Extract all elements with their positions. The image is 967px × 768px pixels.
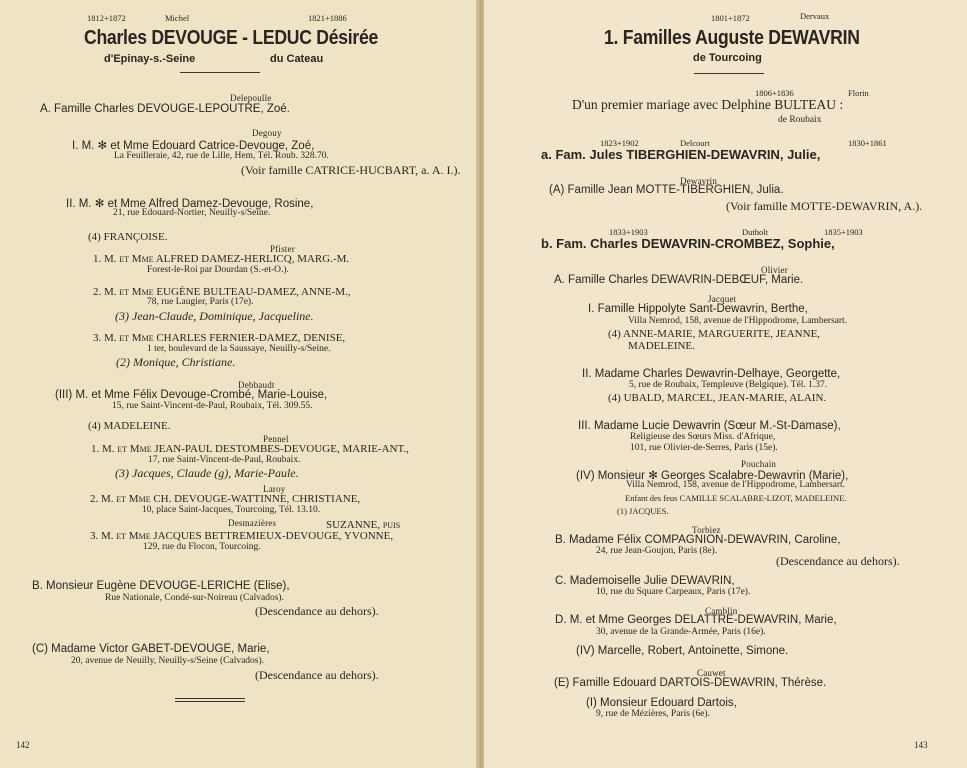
children-list: (3) Jacques, Claude (g), Marie-Paule. [115,466,299,480]
children-list: (4) ANNE-MARIE, MARGUERITE, JEANNE, [608,328,821,340]
children-count: (4) FRANÇOISE. [88,231,168,243]
see-also: (Voir famille MOTTE-DEWAVRIN, A.). [726,199,923,213]
dates: 1830+1861 [848,138,887,148]
address: 17, rue Saint-Vincent-de-Paul, Roubaix. [148,455,301,465]
address: 129, rue du Flocon, Tourcoing. [143,542,261,552]
address: 24, rue Jean-Goujon, Paris (8e). [596,546,718,556]
entry-II: II. M. ✻ et Mme Alfred Damez-Devouge, Rosine, [66,198,314,210]
header-dates-right: 1821+1886 [308,13,347,23]
entry-III-2: 2. M. et Mme CH. DEVOUGE-WATTINNE, CHRISTIANE, [90,493,361,505]
note: Camblin [705,606,738,616]
dates: 1833+1903 [609,227,648,237]
entry-a: a. Fam. Jules TIBERGHIEN-DEWAVRIN, Julie, [541,147,821,162]
note: Degouy [252,128,282,138]
entry-III-1: 1. M. et Mme JEAN-PAUL DESTOMBES-DEVOUGE, MARIE-ANT., [91,443,409,455]
address: 5, rue de Roubaix, Templeuve (Belgique). Tél. 1.37. [629,380,828,390]
page-title: Charles DEVOUGE - LEDUC Désirée [84,27,379,49]
header-rule [180,72,260,73]
note: Olivier [761,265,788,275]
note: Torbiez [692,525,721,535]
note: Pouchain [741,459,777,469]
page-number: 143 [914,740,928,750]
entry-II-2: 2. M. et Mme EUGÈNE BULTEAU-DAMEZ, ANNE-M., [93,286,351,298]
header-rule [694,73,764,74]
note-right: SUZANNE, puis [326,519,401,531]
entry-a-A: (A) Famille Jean MOTTE-TIBERGHIEN, Julia. [549,184,784,196]
header-origin-right: du Cateau [270,53,324,65]
address: La Feuilleraie, 42, rue de Lille, Hem, Tél. Roub. 328.70. [114,151,329,161]
header-origin: de Tourcoing [693,52,762,64]
note: Pfister [270,244,295,254]
children-list-2: MADELEINE. [628,340,695,352]
address: 10, rue du Square Carpeaux, Paris (17e). [596,587,751,597]
entry-b-A-III: III. Madame Lucie Dewavrin (Sœur M.-St-Damase), [578,420,841,432]
note: Pennel [263,434,289,444]
entry-II-1: 1. M. et Mme ALFRED DAMEZ-HERLICQ, MARG.-M. [93,253,350,265]
descendance-note: (Descendance au dehors). [255,668,379,682]
entry-b-E: (E) Famille Edouard DARTOIS-DEWAVRIN, Thérèse. [554,677,827,689]
entry-III: (III) M. et Mme Félix Devouge-Crombé, Marie-Louise, [55,389,328,401]
address: Rue Nationale, Condé-sur-Noireau (Calvados). [105,593,284,603]
name-small: Dutholt [742,227,768,237]
first-marriage-line: D'un premier mariage avec Delphine BULTEAU : [572,97,844,112]
address: 10, place Saint-Jacques, Tourcoing, Tél. 13.10. [142,505,321,515]
footer-rule [175,701,245,702]
address: Villa Nemrod, 158, avenue de l'Hippodrome, Lambersart. [626,480,846,490]
address-2: 101, rue Olivier-de-Serres, Paris (15e). [630,443,778,453]
entry-II-3: 3. M. et Mme CHARLES FERNIER-DAMEZ, DENISE, [93,332,346,344]
header-name-small: Dervaux [800,11,830,21]
descendance-note: (Descendance au dehors). [255,604,379,618]
note: Laroy [263,484,286,494]
address: 30, avenue de la Grande-Armée, Paris (16e). [596,627,766,637]
entry-I: I. M. ✻ et Mme Edouard Catrice-Devouge, Zoé, [72,140,315,152]
address: 20, avenue de Neuilly, Neuilly-s/Seine (Calvados). [71,656,265,666]
children-list: (4) UBALD, MARCEL, JEAN-MARIE, ALAIN. [608,392,827,404]
note: Desmazières [228,518,277,528]
right-page [484,0,967,768]
address: Forest-le-Roi par Dourdan (S.-et-O.). [147,265,289,275]
entry-b-E-I: (I) Monsieur Edouard Dartois, [586,697,737,709]
first-marriage-dates: 1806+1836 [755,88,794,98]
address: 15, rue Saint-Vincent-de-Paul, Roubaix, Tél. 309.55. [112,401,313,411]
entry-B: B. Monsieur Eugène DEVOUGE-LERICHE (Elise), [32,580,290,592]
address: 78, rue Laugier, Paris (17e). [147,297,254,307]
entry-b: b. Fam. Charles DEWAVRIN-CROMBEZ, Sophie, [541,236,835,251]
address: 9, rue de Mézières, Paris (6e). [596,709,710,719]
entry-b-A: A. Famille Charles DEWAVRIN-DEBŒUF, Marie. [554,274,804,286]
footer-rule [175,698,245,699]
page-number: 142 [16,740,30,750]
address-2: Enfant des feus CAMILLE SCALABRE-LIZOT, MADELEINE. [625,493,847,503]
dates: 1823+1902 [600,138,639,148]
dates: 1835+1903 [824,227,863,237]
entry-b-B: B. Madame Félix COMPAGNION-DEWAVRIN, Caroline, [555,534,841,546]
children-list: (2) Monique, Christiane. [116,355,236,369]
children-count: (4) MADELEINE. [88,420,171,432]
see-also: (Voir famille CATRICE-HUCBART, a. A. I.). [241,163,461,177]
children-list: (1) JACQUES. [617,506,669,516]
header-name-small-left: Michel [165,13,190,23]
children-list: (3) Jean-Claude, Dominique, Jacqueline. [115,309,314,323]
header-origin-left: d'Epinay-s.-Seine [104,53,196,65]
entry-b-A-IV: (IV) Monsieur ✻ Georges Scalabre-Dewavrin (Marie), [576,470,849,482]
note: Jacquet [708,294,737,304]
note: Dewavrin [680,176,718,186]
note: Delepoulle [230,93,272,103]
entry-C: (C) Madame Victor GABET-DEVOUGE, Marie, [32,643,270,655]
first-marriage-name-small: Florin [848,88,869,98]
entry-b-A-II: II. Madame Charles Dewavrin-Delhaye, Georgette, [582,368,841,380]
left-page [0,0,478,768]
entry-A: A. Famille Charles DEVOUGE-LEPOUTRE, Zoé. [40,103,290,115]
address: 21, rue Edouard-Nortier, Neuilly-s/Seine. [113,208,271,218]
entry-III-3: 3. M. et Mme JACQUES BETTREMIEUX-DEVOUGE, YVONNE, [90,530,394,542]
address: Religieuse des Sœurs Miss. d'Afrique, [630,432,776,442]
entry-b-D: D. M. et Mme Georges DELATTRE-DEWAVRIN, Marie, [555,614,837,626]
address: 1 ter, boulevard de la Saussaye, Neuilly-s/Seine. [147,344,331,354]
first-marriage-origin: de Roubaix [778,115,822,125]
children-list: (IV) Marcelle, Robert, Antoinette, Simone. [576,645,789,657]
entry-b-C: C. Mademoiselle Julie DEWAVRIN, [555,575,735,587]
entry-b-A-I: I. Famille Hippolyte Sant-Dewavrin, Berthe, [588,303,808,315]
header-dates-left: 1812+1872 [87,13,126,23]
name-small: Delcourt [680,138,710,148]
descendance-note: (Descendance au dehors). [776,554,900,568]
page-title: 1. Familles Auguste DEWAVRIN [604,27,860,49]
header-dates: 1801+1872 [711,13,750,23]
note: Cauwet [697,668,726,678]
note: Debbaudt [238,380,275,390]
address: Villa Nemrod, 158, avenue de l'Hippodrome, Lambersart. [628,316,848,326]
